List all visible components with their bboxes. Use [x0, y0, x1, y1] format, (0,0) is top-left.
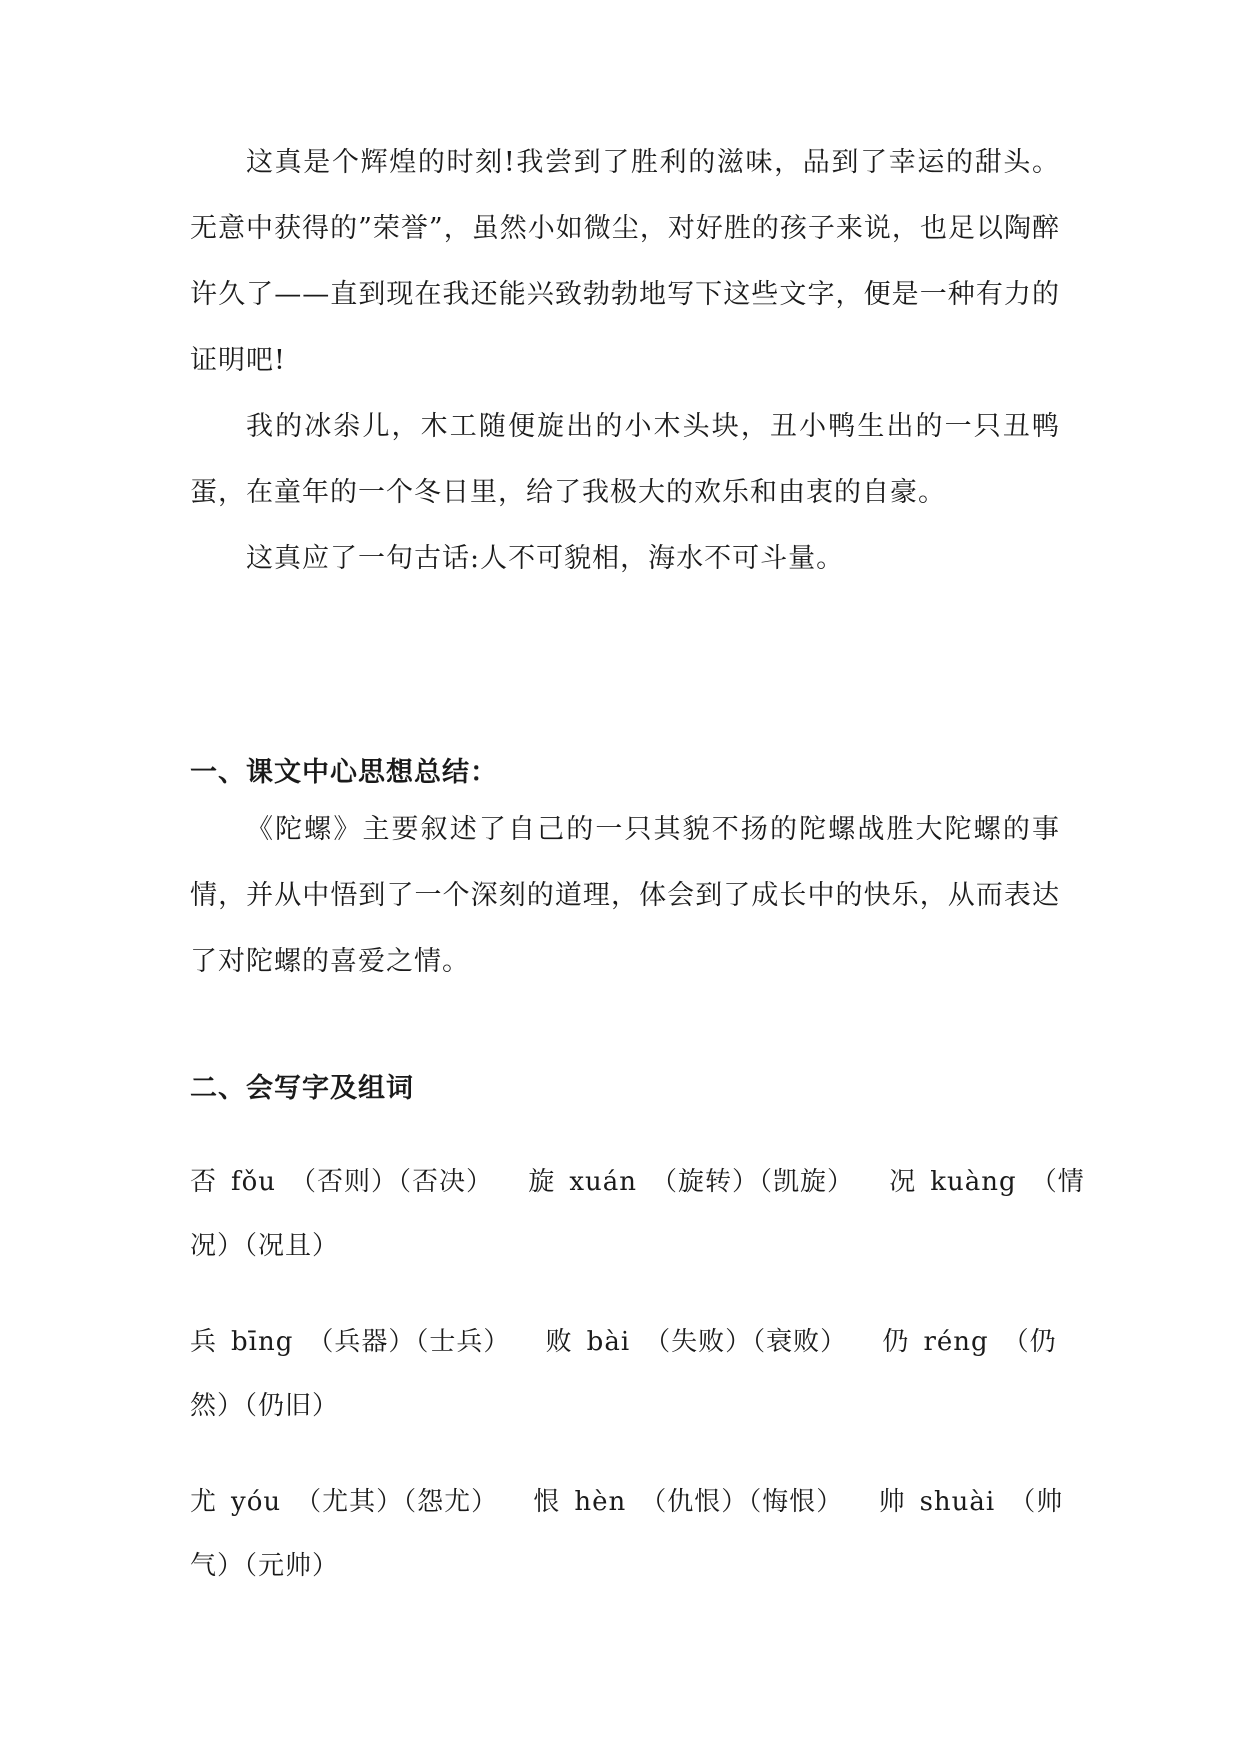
- vocab-char: 况: [889, 1167, 917, 1197]
- vocab-words: （否则）（否决）: [290, 1167, 494, 1197]
- vocab-words: （仍然）（仍旧）: [190, 1327, 1057, 1421]
- vocab-pinyin: shuài: [919, 1487, 996, 1517]
- story-paragraph-3: 这真应了一句古话:人不可貌相，海水不可斗量。: [246, 543, 845, 574]
- vocab-pinyin: bài: [586, 1327, 631, 1357]
- section-heading-summary: 一、课文中心思想总结：: [190, 757, 498, 788]
- vocab-words: （兵器）（士兵）: [307, 1327, 511, 1357]
- vocab-char: 兵: [190, 1327, 218, 1357]
- summary-paragraph: 《陀螺》主要叙述了自己的一只其貌不扬的陀螺战胜大陀螺的事情，并从中悟到了一个深刻的道理，体会到了成长中的快乐，从而表达了对陀螺的喜爱之情。: [190, 814, 1060, 977]
- vocab-pinyin: hèn: [574, 1487, 627, 1517]
- vocab-pinyin: xuán: [569, 1167, 637, 1197]
- vocab-pinyin: réng: [923, 1327, 989, 1357]
- vocab-char: 旋: [528, 1167, 556, 1197]
- vocab-pinyin: bīng: [231, 1327, 294, 1357]
- vocab-entry: [190, 1327, 510, 1357]
- vocab-entry: [190, 1487, 498, 1517]
- vocab-char: 仍: [882, 1327, 910, 1357]
- vocab-pinyin: kuàng: [930, 1167, 1017, 1197]
- vocab-words: （情况）（况且）: [190, 1167, 1085, 1261]
- vocab-entry: [533, 1487, 843, 1517]
- story-paragraph-2: 我的冰尜儿，木工随便旋出的小木头块，丑小鸭生出的一只丑鸭蛋，在童年的一个冬日里，给了我极大的欢乐和由衷的自豪。: [190, 411, 1060, 508]
- vocab-words: （尤其）（怨尤）: [295, 1487, 499, 1517]
- vocab-char: 否: [190, 1167, 218, 1197]
- story-paragraph-1: 这真是个辉煌的时刻!我尝到了胜利的滋味，品到了幸运的甜头。无意中获得的”荣誉”，虽然小如微尘，对好胜的孩子来说，也足以陶醉许久了——直到现在我还能兴致勃勃地写下这些文字，便是一种有力的证明吧!: [190, 147, 1060, 376]
- vocab-words: （失败）（衰败）: [644, 1327, 848, 1357]
- vocab-pinyin: fǒu: [231, 1167, 277, 1197]
- vocab-entry: [546, 1327, 848, 1357]
- vocab-words: （帅气）（元帅）: [190, 1487, 1064, 1581]
- vocab-words: （旋转）（凯旋）: [651, 1167, 855, 1197]
- vocab-entry: [190, 1167, 493, 1197]
- vocab-entry: [528, 1167, 854, 1197]
- vocab-char: 恨: [533, 1487, 561, 1517]
- vocab-pinyin: yóu: [231, 1487, 282, 1517]
- vocab-char: 尤: [190, 1487, 218, 1517]
- section-heading-vocabulary: 二、会写字及组词: [190, 1073, 414, 1104]
- vocab-row: [190, 1310, 1090, 1438]
- vocab-char: 帅: [878, 1487, 906, 1517]
- vocab-row: [190, 1150, 1090, 1278]
- vocab-row: [190, 1470, 1090, 1598]
- vocab-words: （仇恨）（悔恨）: [640, 1487, 844, 1517]
- vocab-char: 败: [545, 1327, 573, 1357]
